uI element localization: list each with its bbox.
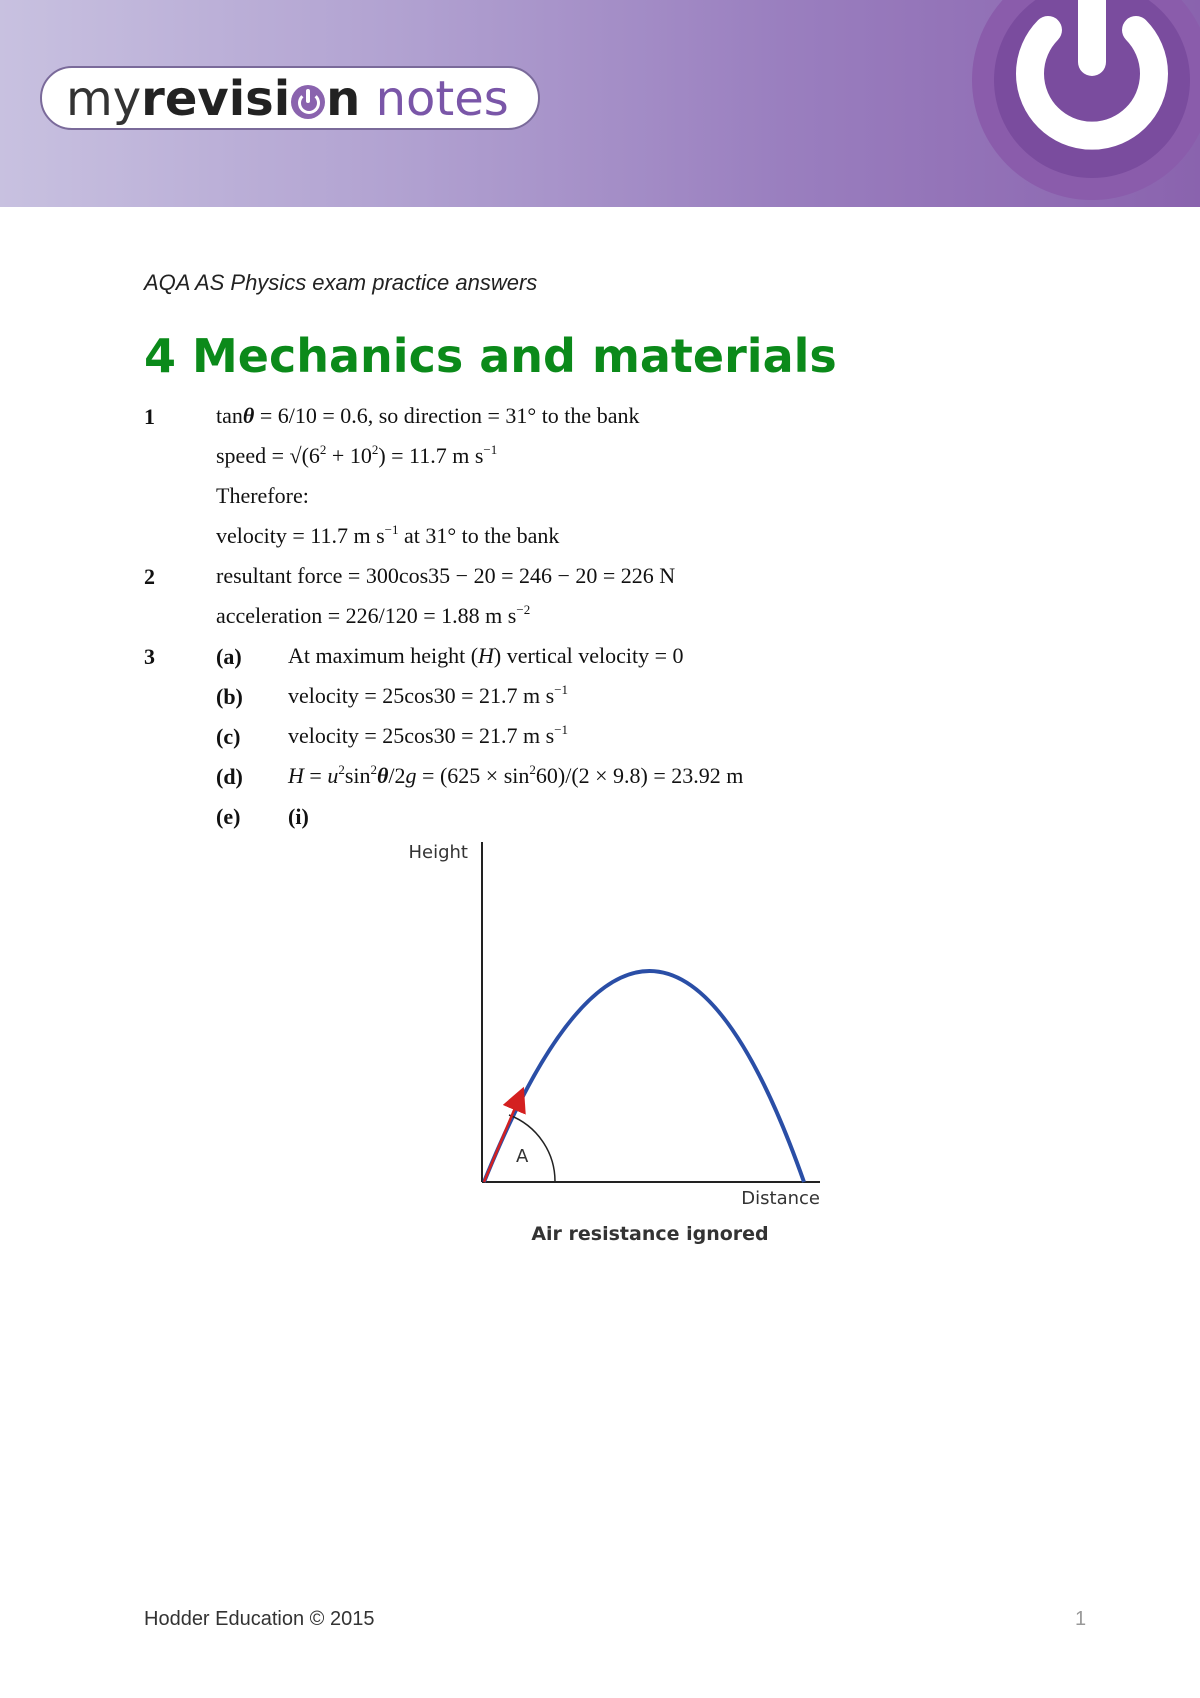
q3-part-a-label: (a) [216, 644, 242, 669]
x-axis-label: Distance [741, 1188, 820, 1209]
question-3-number: 3 [144, 644, 155, 669]
power-icon [970, 0, 1200, 207]
q1-line-1: tanθ = 6/10 = 0.6, so direction = 31° to the bank [216, 403, 640, 428]
angle-label: A [516, 1146, 529, 1167]
q3-part-e-sub-label: (i) [288, 804, 309, 829]
y-axis-label: Height [408, 842, 468, 863]
q3-part-b-label: (b) [216, 684, 243, 709]
q3-part-d-label: (d) [216, 764, 243, 789]
trajectory-curve [484, 971, 804, 1182]
q1-line-2: speed = $√(6^2 + 10^2) = 11.7$ m $s^{-1}$ [216, 442, 498, 468]
logo [40, 66, 540, 130]
trajectory-diagram [400, 830, 840, 1250]
q1-line-3: Therefore: [216, 483, 309, 508]
q3-part-b-text: velocity = 25cos30 = 21.7 m $s^{-1}$ [288, 682, 569, 708]
logo-power-o [291, 85, 325, 119]
logo-notes: notes [375, 71, 509, 127]
velocity-arrow [484, 1096, 520, 1182]
figure-caption: Air resistance ignored [531, 1223, 769, 1245]
q3-part-c-text: velocity = 25cos30 = 21.7 m $s^{-1}$ [288, 722, 569, 748]
q3-part-c-label: (c) [216, 724, 241, 749]
logo-text [66, 72, 509, 126]
logo-my: my [66, 71, 142, 127]
q2-line-1: resultant force = 300cos35 − 20 = 246 − 20 = 226 N [216, 563, 676, 588]
q2-line-2: acceleration = 226/120 = 1.88 m $s^{-2}$ [216, 602, 531, 628]
trajectory-figure [400, 830, 840, 1255]
page-number: 1 [1075, 1608, 1087, 1630]
q1-line-4: velocity = 11.7 m $s^{-1}$ at 31° to the bank [216, 522, 560, 548]
chapter-title: 4 Mechanics and materials [144, 329, 837, 383]
question-2-number: 2 [144, 564, 155, 589]
footer-copyright: Hodder Education © 2015 [144, 1608, 375, 1630]
q3-part-d-text: $H = u^2\sin^2\theta/2g = (625 \times \sin^260)/(2 \times 9.8) = 23.92$ m [288, 762, 744, 788]
question-1-number: 1 [144, 404, 155, 429]
header-banner [0, 0, 1200, 207]
q3-part-e-label: (e) [216, 804, 241, 829]
logo-n: n [326, 71, 361, 127]
q3-part-a-text: At maximum height (H) vertical velocity = 0 [288, 643, 684, 668]
logo-revision: revisi [141, 71, 291, 127]
document-subtitle: AQA AS Physics exam practice answers [144, 270, 538, 295]
